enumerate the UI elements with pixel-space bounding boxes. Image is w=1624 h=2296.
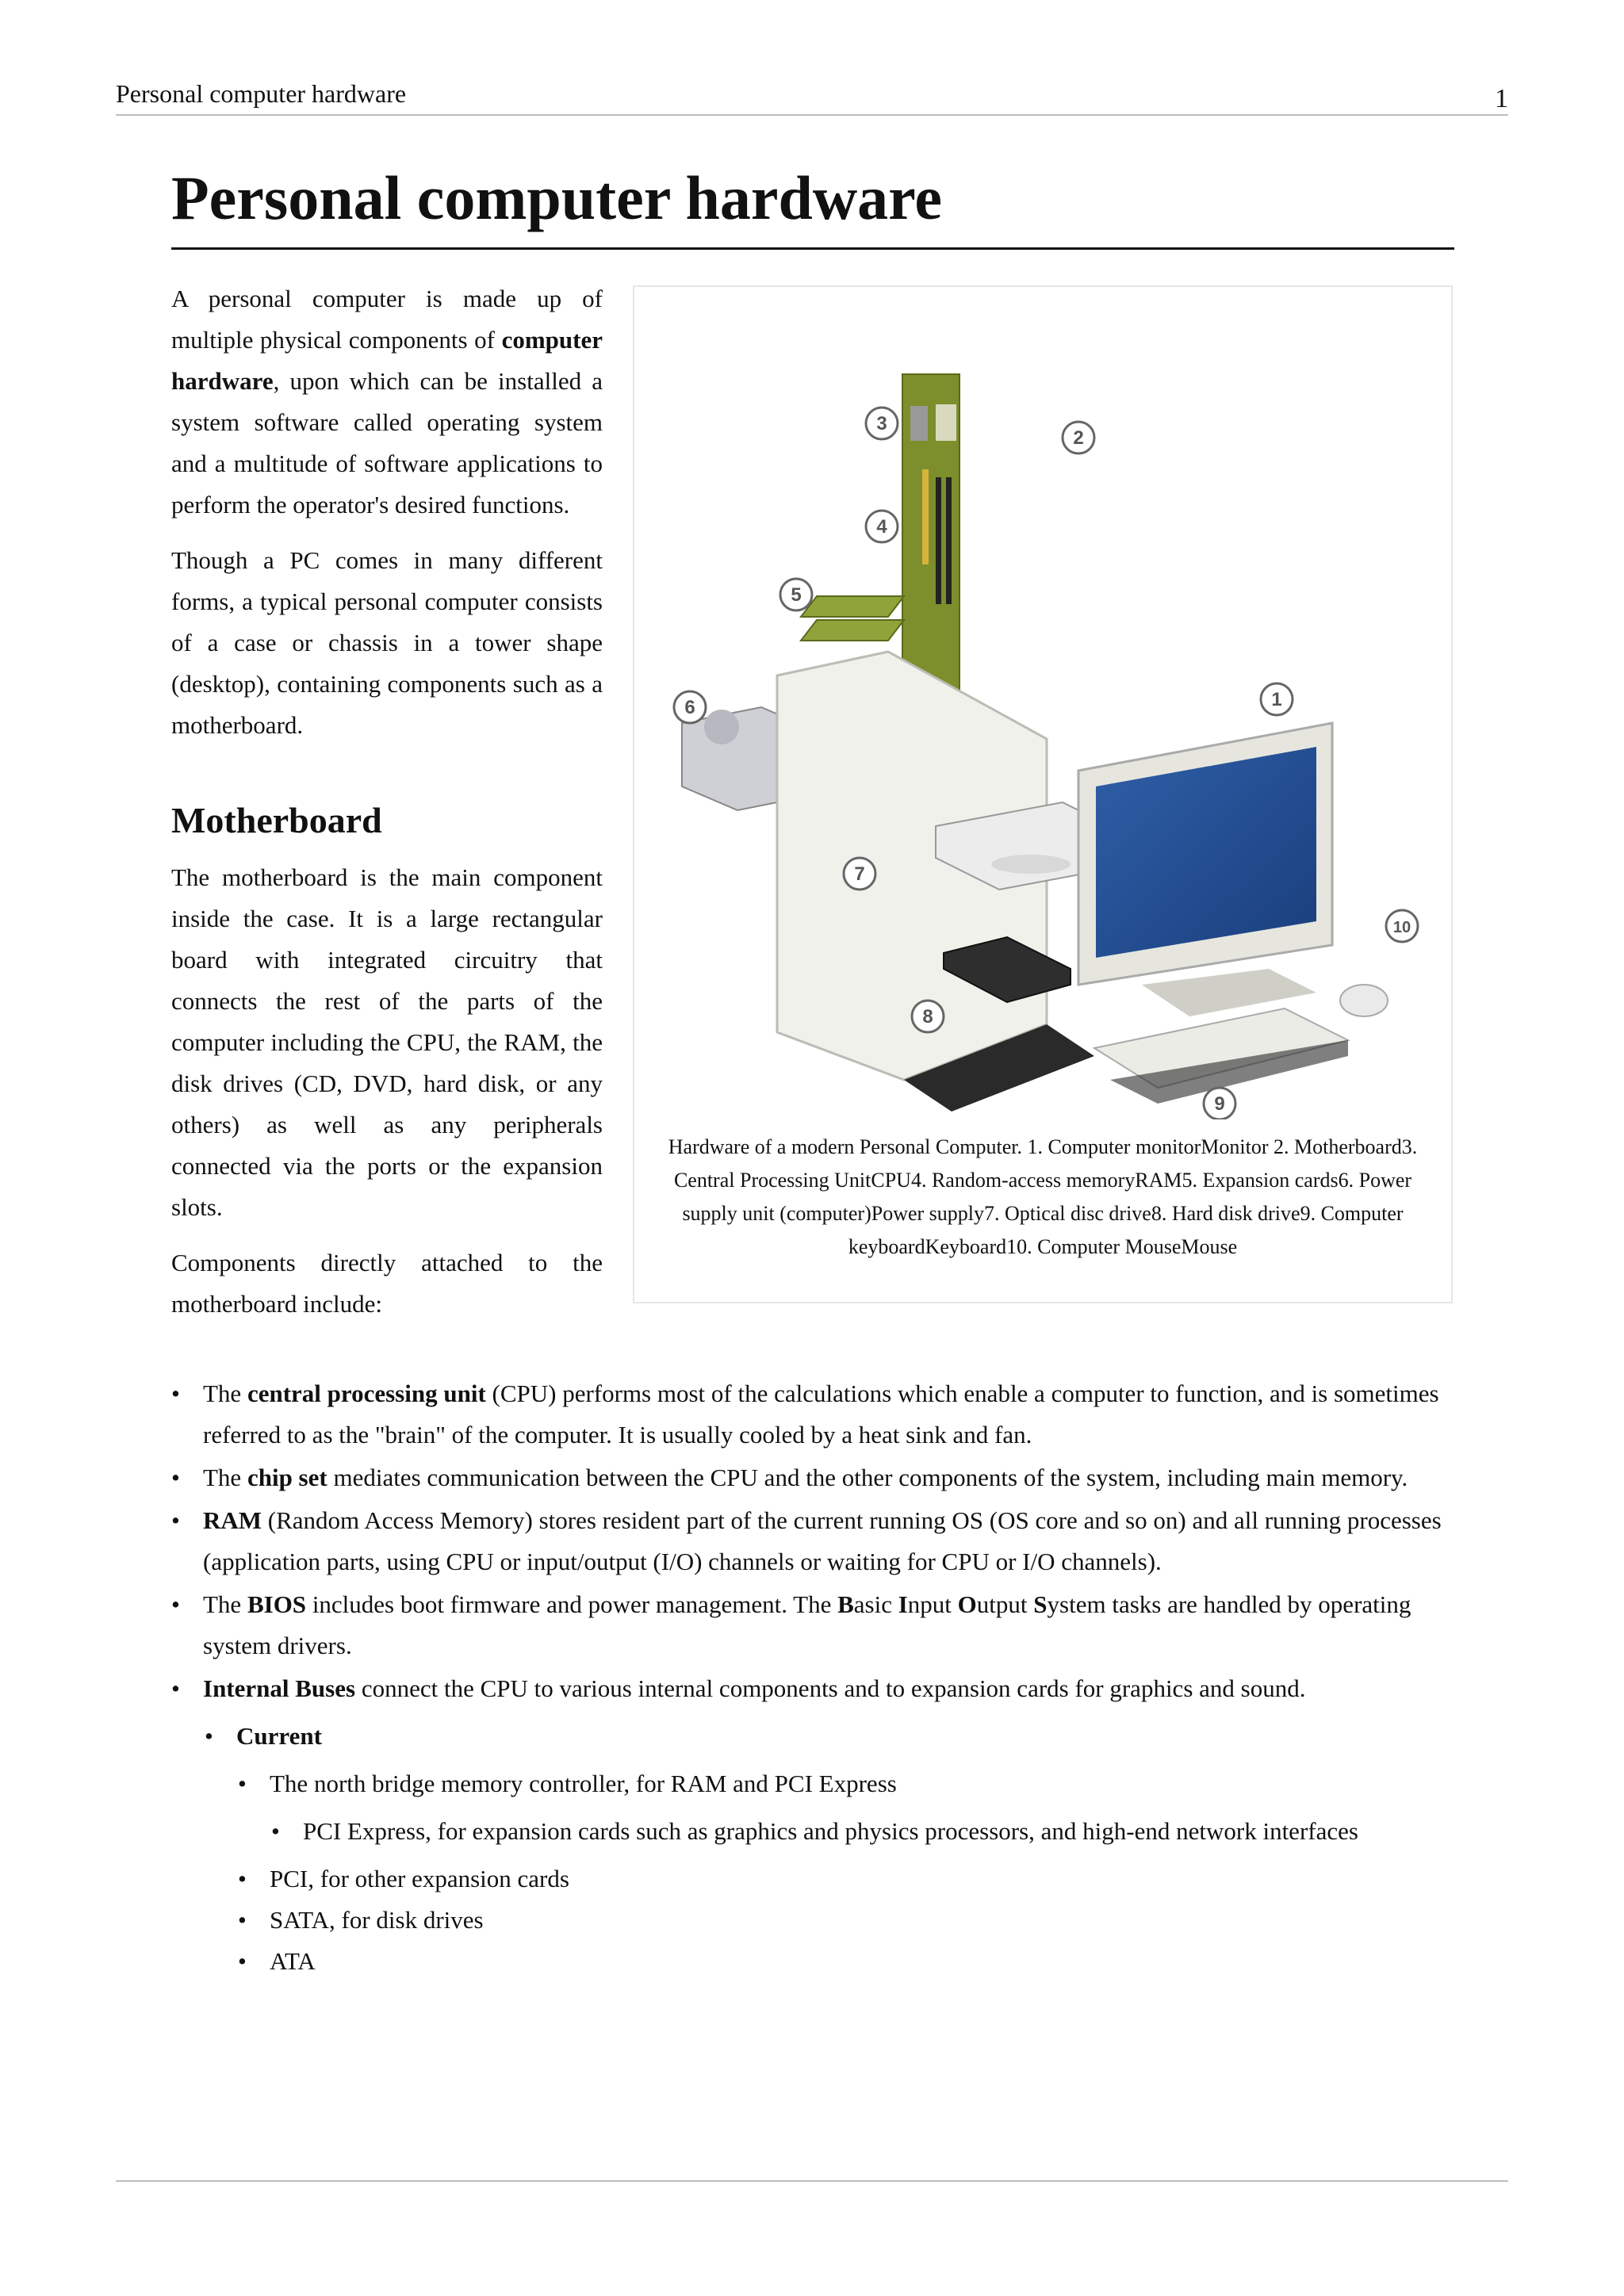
svg-text:2: 2 bbox=[1073, 427, 1084, 449]
page-number: 1 bbox=[1495, 84, 1508, 113]
callout-9 bbox=[1204, 1088, 1235, 1119]
svg-text:7: 7 bbox=[854, 863, 865, 885]
mouse-shape bbox=[1340, 985, 1388, 1016]
list-item-chipset: • The chip set mediates communication between the CPU and the other components of the system, including main memory. bbox=[171, 1464, 1408, 1491]
hardware-figure bbox=[633, 285, 1453, 1303]
svg-text:6: 6 bbox=[684, 697, 695, 718]
intro-paragraph-2: Though a PC comes in many different forms, a typical personal computer consists of a case or chassis in a tower shape (desktop), containing components such as a motherboard. bbox=[171, 546, 603, 739]
svg-text:8: 8 bbox=[922, 1006, 933, 1027]
pc-hardware-illustration bbox=[650, 319, 1438, 1119]
motherboard-paragraph-2: Components directly attached to the motherboard include: bbox=[171, 1249, 603, 1318]
svg-text:5: 5 bbox=[791, 584, 802, 606]
article-title: Personal computer hardware bbox=[171, 159, 1454, 250]
section-heading-motherboard: Motherboard bbox=[171, 800, 382, 840]
callout-10 bbox=[1386, 910, 1418, 942]
list-item-north-bridge: • The north bridge memory controller, for RAM and PCI Express bbox=[238, 1770, 897, 1797]
cpu-socket bbox=[910, 406, 928, 441]
callout-6 bbox=[674, 691, 706, 723]
cpu-chip bbox=[936, 404, 956, 441]
expansion-card bbox=[801, 596, 904, 617]
callout-7 bbox=[844, 858, 875, 890]
running-title: Personal computer hardware bbox=[116, 79, 407, 108]
motherboard-paragraph-1: The motherboard is the main component inside the case. It is a large rectangular board with integrated circuitry that connects the rest of the parts of the computer including the CPU, the RAM, the disk drives (CD, DVD, hard disk, or any others) as well as any peripherals connected via the ports or the expansion slots. bbox=[171, 863, 603, 1221]
callout-5 bbox=[780, 579, 812, 610]
svg-text:4: 4 bbox=[876, 516, 887, 538]
svg-text:9: 9 bbox=[1214, 1093, 1225, 1115]
svg-text:1: 1 bbox=[1271, 689, 1282, 710]
footer-rule bbox=[116, 2180, 1508, 2182]
list-item-internal-buses: • Internal Buses connect the CPU to various internal components and to expansion cards for graphics and sound. bbox=[171, 1674, 1306, 1702]
callout-4 bbox=[866, 511, 898, 542]
ram-slot bbox=[922, 469, 929, 564]
callout-1 bbox=[1261, 683, 1293, 715]
svg-text:3: 3 bbox=[876, 413, 887, 434]
list-item-ram: • RAM (Random Access Memory) stores resident part of the current running OS (OS core and so on) and all running processes (application parts, using CPU or input/output (I/O) channels or waiting for CPU or I/O channels). bbox=[171, 1506, 1442, 1575]
svg-text:10: 10 bbox=[1392, 919, 1411, 936]
list-item-current: • Current bbox=[205, 1722, 322, 1750]
intro-paragraph-1: A personal computer is made up of multiple physical components of computer hardware, upon which can be installed a system software called operating system and a multitude of software applications to perform the operator's desired functions. bbox=[171, 285, 603, 519]
callout-2 bbox=[1063, 422, 1094, 453]
article-body bbox=[171, 159, 1454, 1339]
component-list bbox=[171, 1373, 1456, 1982]
list-item-pci: • PCI, for other expansion cards bbox=[238, 1865, 569, 1892]
list-item-bios: • The BIOS includes boot firmware and power management. The Basic Input Output System tasks are handled by operating system drivers. bbox=[171, 1590, 1411, 1659]
figure-caption: Hardware of a modern Personal Computer. 1. Computer monitorMonitor 2. Motherboard3. Central Processing UnitCPU4. Random-access memoryRAM5. Expansion cards6. Power supply unit (computer)Power supply7. Optical disc drive8. Hard disk drive9. Computer keyboardKeyboard10. Computer MouseMouse bbox=[668, 1135, 1418, 1258]
list-item-ata: • ATA bbox=[238, 1947, 316, 1975]
page-header bbox=[116, 79, 1508, 116]
list-item-sata: • SATA, for disk drives bbox=[238, 1906, 484, 1934]
list-item-pci-express: • PCI Express, for expansion cards such as graphics and physics processors, and high-end network interfaces bbox=[271, 1817, 1358, 1845]
callout-8 bbox=[912, 1001, 944, 1032]
left-column bbox=[171, 278, 603, 1325]
callout-3 bbox=[866, 408, 898, 439]
list-item-cpu: • The central processing unit (CPU) performs most of the calculations which enable a computer to function, and is sometimes referred to as the "brain" of the computer. It is usually cooled by a heat sink and fan. bbox=[171, 1380, 1439, 1448]
